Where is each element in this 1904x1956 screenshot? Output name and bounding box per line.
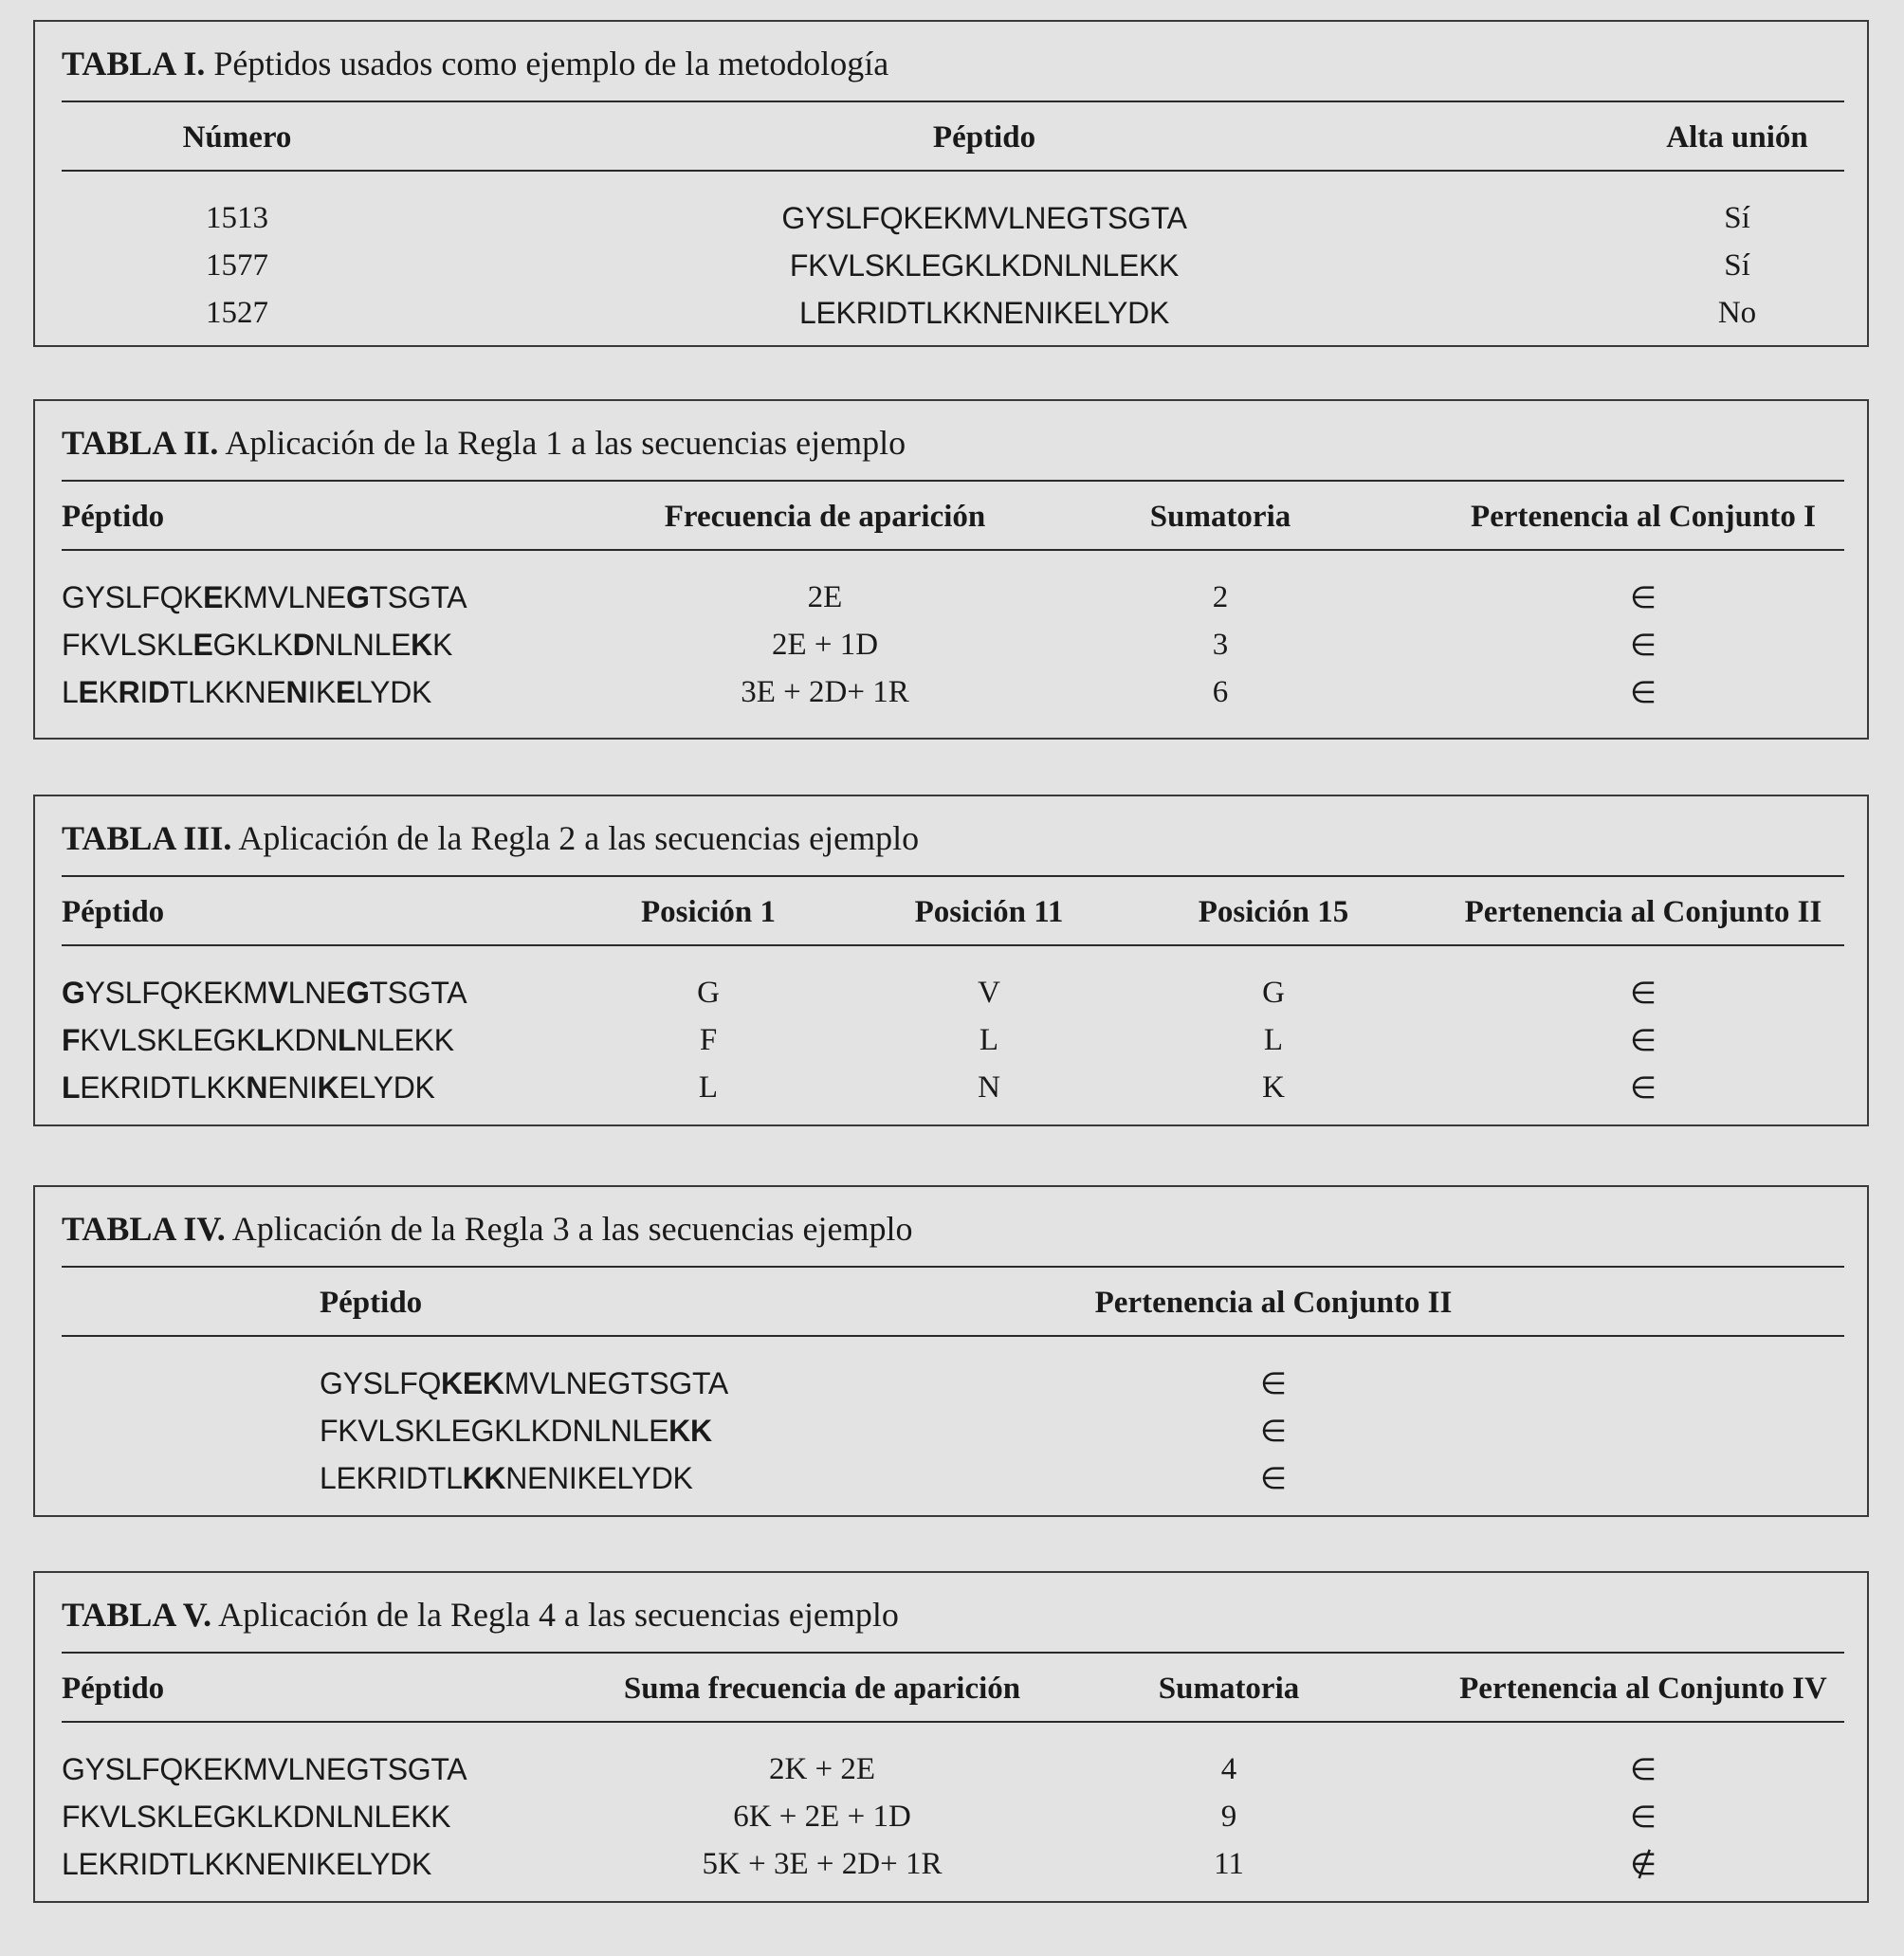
table-2-caption (62, 422, 906, 464)
table-3-row-3-posicion-1: L (698, 1070, 719, 1105)
table-3-row-1-posicion-1: G (697, 976, 720, 1010)
table-3-header-posicion-11: Posición 11 (914, 895, 1064, 929)
table-5-row-2-sumatoria: 9 (1220, 1800, 1237, 1834)
table-3-row-3-posicion-11: N (978, 1070, 1000, 1105)
table-2-row-1-peptido: GYSLFQKEKMVLNEGTSGTA (62, 580, 467, 614)
table-4-caption (62, 1208, 912, 1250)
table-5-header-sumatoria: Sumatoria (1158, 1672, 1300, 1706)
table-1-top-rule (62, 101, 1844, 102)
table-2-row-3-peptido: LEKRIDTLKKNENIKELYDK (62, 675, 432, 709)
table-1-header-alta-union: Alta unión (1666, 120, 1808, 155)
table-5-header-pertenencia: Pertenencia al Conjunto IV (1459, 1672, 1827, 1706)
table-3-header-peptido: Péptido (62, 895, 165, 929)
table-3-header-posicion-15: Posición 15 (1198, 895, 1349, 929)
table-3-label: TABLA III. (62, 819, 232, 857)
table-5-header-suma-frecuencia: Suma frecuencia de aparición (623, 1672, 1021, 1706)
table-1-label: TABLA I. (62, 45, 206, 82)
table-4-header-rule (62, 1335, 1844, 1337)
table-5-top-rule (62, 1652, 1844, 1654)
table-1-row-2-alta-union: Sí (1724, 248, 1750, 283)
table-3-row-1-posicion-11: V (978, 976, 1000, 1010)
table-5-header-peptido: Péptido (62, 1672, 165, 1706)
table-5-row-3-sumatoria: 11 (1214, 1847, 1244, 1881)
table-4-row-3-pertenencia: ∈ (1260, 1460, 1287, 1496)
table-3-row-2-pertenencia: ∈ (1630, 1022, 1657, 1058)
table-3-row-1-peptido: GYSLFQKEKMVLNEGTSGTA (62, 976, 467, 1010)
table-2-header-peptido: Péptido (62, 500, 165, 534)
table-1-row-2-numero: 1577 (206, 248, 268, 283)
table-2-title: Aplicación de la Regla 1 a las secuencias ejemplo (225, 424, 906, 462)
table-1-header-numero: Número (182, 120, 292, 155)
table-4-title: Aplicación de la Regla 3 a las secuencias ejemplo (231, 1210, 913, 1248)
table-1-row-3-alta-union: No (1717, 296, 1757, 330)
table-4-row-1-peptido: GYSLFQKEKMVLNEGTSGTA (320, 1366, 728, 1400)
table-5-row-2-suma-frecuencia: 6K + 2E + 1D (733, 1800, 911, 1834)
table-3-top-rule (62, 875, 1844, 877)
table-3-row-2-posicion-15: L (1263, 1023, 1284, 1057)
table-5-row-3-peptido: LEKRIDTLKKNENIKELYDK (62, 1847, 431, 1881)
table-2-row-3-pertenencia: ∈ (1630, 674, 1657, 710)
table-1-row-3-peptido: LEKRIDTLKKNENIKELYDK (799, 296, 1169, 330)
table-1-caption (62, 43, 888, 84)
table-2-header-sumatoria: Sumatoria (1149, 500, 1291, 534)
table-2-row-1-sumatoria: 2 (1212, 580, 1229, 614)
table-4-row-1-pertenencia: ∈ (1260, 1365, 1287, 1401)
table-1 (33, 20, 1869, 347)
table-5-title: Aplicación de la Regla 4 a las secuencias ejemplo (218, 1596, 899, 1634)
table-2-top-rule (62, 480, 1844, 482)
table-4-label: TABLA IV. (62, 1210, 226, 1248)
table-3-title: Aplicación de la Regla 2 a las secuencias ejemplo (238, 819, 920, 857)
table-2-row-2-peptido: FKVLSKLEGKLKDNLNLEKK (62, 628, 453, 662)
table-2-row-3-frecuencia: 3E + 2D+ 1R (741, 675, 909, 709)
table-2-row-2-frecuencia: 2E + 1D (771, 628, 879, 662)
table-3-row-1-pertenencia: ∈ (1630, 975, 1657, 1011)
table-2-header-rule (62, 549, 1844, 551)
table-1-title: Péptidos usados como ejemplo de la metodología (213, 45, 889, 82)
table-3-header-posicion-1: Posición 1 (640, 895, 777, 929)
table-2-row-3-sumatoria: 6 (1212, 675, 1229, 709)
table-4-header-peptido: Péptido (320, 1286, 423, 1320)
table-5-row-2-pertenencia: ∈ (1630, 1799, 1657, 1835)
table-2-header-pertenencia: Pertenencia al Conjunto I (1471, 500, 1816, 534)
table-5-header-rule (62, 1721, 1844, 1723)
table-2-row-1-frecuencia: 2E (807, 580, 843, 614)
table-3 (33, 795, 1869, 1126)
table-4-top-rule (62, 1266, 1844, 1268)
table-2-label: TABLA II. (62, 424, 219, 462)
table-3-row-2-peptido: FKVLSKLEGKLKDNLNLEKK (62, 1023, 454, 1057)
table-2-row-2-pertenencia: ∈ (1630, 627, 1657, 663)
table-5-row-1-pertenencia: ∈ (1630, 1751, 1657, 1787)
table-5-row-2-peptido: FKVLSKLEGKLKDNLNLEKK (62, 1800, 451, 1834)
table-4-row-2-peptido: FKVLSKLEGKLKDNLNLEKK (320, 1414, 712, 1448)
table-3-row-3-pertenencia: ∈ (1630, 1069, 1657, 1106)
table-5-row-3-suma-frecuencia: 5K + 3E + 2D+ 1R (702, 1847, 943, 1881)
table-5-row-3-pertenencia: ∉ (1630, 1846, 1657, 1882)
table-1-row-3-numero: 1527 (206, 296, 268, 330)
table-2 (33, 399, 1869, 740)
table-3-header-rule (62, 944, 1844, 946)
table-1-header-peptido: Péptido (932, 120, 1036, 155)
table-4-row-3-peptido: LEKRIDTLKKNENIKELYDK (320, 1461, 693, 1495)
table-2-row-1-pertenencia: ∈ (1630, 579, 1657, 615)
table-4 (33, 1185, 1869, 1517)
table-1-row-1-numero: 1513 (206, 201, 268, 235)
table-1-row-1-alta-union: Sí (1724, 201, 1750, 235)
table-5-row-1-peptido: GYSLFQKEKMVLNEGTSGTA (62, 1752, 467, 1786)
table-5 (33, 1571, 1869, 1903)
table-2-row-2-sumatoria: 3 (1212, 628, 1229, 662)
table-3-row-1-posicion-15: G (1262, 976, 1285, 1010)
table-4-header-pertenencia: Pertenencia al Conjunto II (1094, 1286, 1453, 1320)
table-3-caption (62, 817, 919, 859)
table-1-header-rule (62, 170, 1844, 172)
table-2-header-frecuencia: Frecuencia de aparición (664, 500, 986, 534)
table-3-row-3-posicion-15: K (1262, 1070, 1285, 1105)
table-5-caption (62, 1594, 899, 1636)
table-5-label: TABLA V. (62, 1596, 212, 1634)
table-1-row-2-peptido: FKVLSKLEGKLKDNLNLEKK (789, 248, 1180, 283)
table-4-row-2-pertenencia: ∈ (1260, 1413, 1287, 1449)
table-3-row-2-posicion-1: F (699, 1023, 718, 1057)
table-3-header-pertenencia: Pertenencia al Conjunto II (1464, 895, 1822, 929)
table-3-row-3-peptido: LEKRIDTLKKNENIKELYDK (62, 1070, 435, 1105)
table-5-row-1-suma-frecuencia: 2K + 2E (768, 1752, 876, 1786)
table-5-row-1-sumatoria: 4 (1220, 1752, 1237, 1786)
table-1-row-1-peptido: GYSLFQKEKMVLNEGTSGTA (781, 201, 1187, 235)
table-3-row-2-posicion-11: L (979, 1023, 999, 1057)
